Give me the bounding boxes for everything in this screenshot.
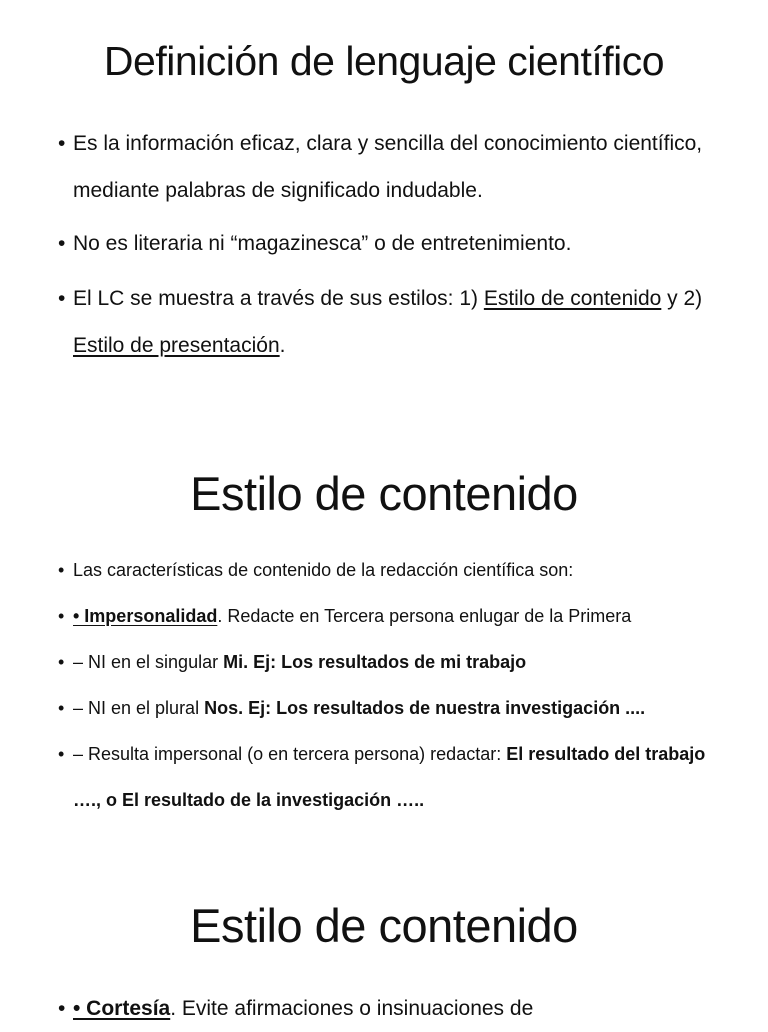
bullet-icon: • [58, 132, 66, 155]
bullet-text: – NI en el plural Nos. Ej: Los resultados de nuestra investigación .... [73, 698, 646, 718]
impersonalidad-label: • Impersonalidad [73, 606, 218, 626]
bullet-icon: • [58, 560, 65, 580]
bullet-icon: • [58, 997, 66, 1020]
estilo-presentacion-link: Estilo de presentación [73, 334, 280, 357]
estilo-contenido-link: Estilo de contenido [483, 287, 662, 310]
bullet-icon: • [58, 232, 66, 255]
slide1-title: Definición de lenguaje científico [103, 38, 665, 84]
cortesia-label: • Cortesía [73, 997, 171, 1020]
bullet-icon: • [58, 287, 66, 310]
bullet-text: Las características de contenido de la redacción científica son: [73, 560, 574, 580]
bullet-icon: • [58, 698, 65, 718]
bullet-text: Es la información eficaz, clara y sencilla del conocimiento científico, mediante palabras de significado indudable. [73, 132, 703, 202]
bullet-icon: • [58, 744, 65, 764]
slide2-title: Estilo de contenido [190, 467, 578, 520]
bullet-text: • Cortesía. Evite afirmaciones o insinuaciones de [73, 997, 534, 1020]
bullet-icon: • [58, 652, 65, 672]
bullet-text: • Impersonalidad. Redacte en Tercera persona enlugar de la Primera [73, 606, 632, 626]
bullet-text: El LC se muestra a través de sus estilos: 1) Estilo de contenido y 2) Estilo de presentación. [73, 287, 703, 357]
bullet-text: – NI en el singular Mi. Ej: Los resultados de mi trabajo [73, 652, 527, 672]
bullet-text: – Resulta impersonal (o en tercera persona) redactar: El resultado del trabajo …., o El resultado de la investigación ….. [73, 744, 706, 810]
bullet-text: No es literaria ni “magazinesca” o de entretenimiento. [73, 232, 572, 255]
slide3-title: Estilo de contenido [190, 899, 578, 952]
bullet-icon: • [58, 606, 65, 626]
